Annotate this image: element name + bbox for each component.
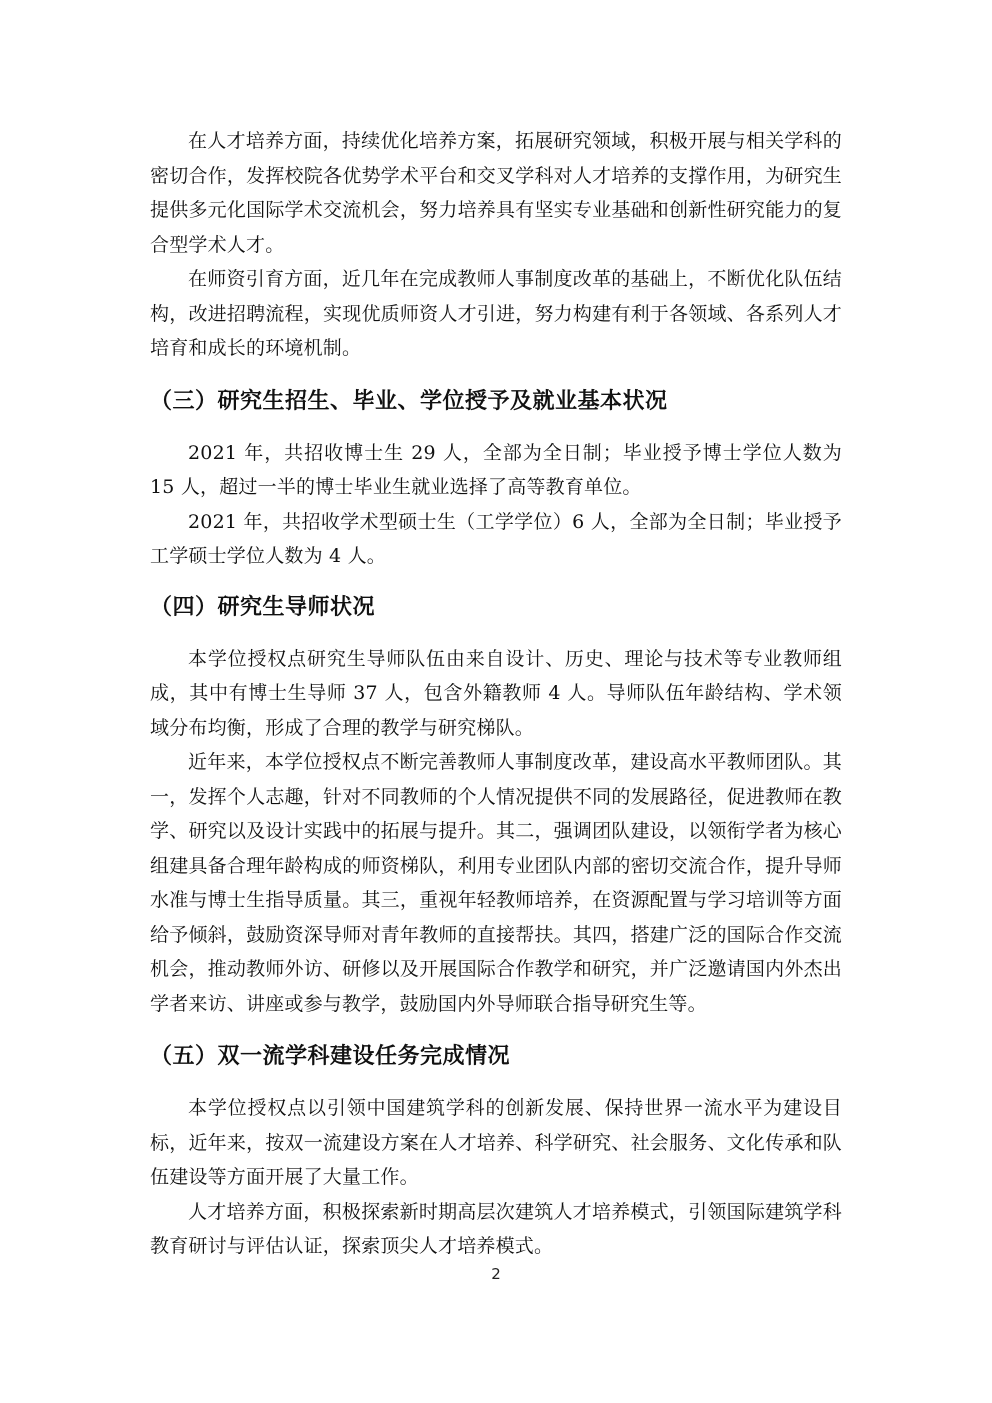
- paragraph-supervisor-team: 本学位授权点研究生导师队伍由来自设计、历史、理论与技术等专业教师组成，其中有博士生导师 37 人，包含外籍教师 4 人。导师队伍年龄结构、学术领域分布均衡，形成了合理的教学与研究梯队。: [150, 647, 842, 739]
- page-number: 2: [491, 1265, 501, 1283]
- section-heading-supervisors: （四）研究生导师状况: [150, 594, 376, 620]
- paragraph-doctoral-enrollment: 2021 年，共招收博士生 29 人，全部为全日制；毕业授予博士学位人数为 15 人，超过一半的博士毕业生就业选择了高等教育单位。: [150, 441, 842, 498]
- section-heading-enrollment: （三）研究生招生、毕业、学位授予及就业基本状况: [150, 388, 668, 414]
- paragraph-construction-goals: 本学位授权点以引领中国建筑学科的创新发展、保持世界一流水平为建设目标，近年来，按双一流建设方案在人才培养、科学研究、社会服务、文化传承和队伍建设等方面开展了大量工作。: [150, 1097, 842, 1188]
- paragraph-master-enrollment: 2021 年，共招收学术型硕士生（工学学位）6 人，全部为全日制；毕业授予工学硕士学位人数为 4 人。: [150, 510, 842, 567]
- document-body: [150, 124, 842, 1264]
- paragraph-faculty-development: 近年来，本学位授权点不断完善教师人事制度改革，建设高水平教师团队。其一，发挥个人志趣，针对不同教师的个人情况提供不同的发展路径，促进教师在教学、研究以及设计实践中的拓展与提升。其二，强调团队建设，以领衔学者为核心组建具备合理年龄构成的师资梯队，利用专业团队内部的密切交流合作，提升导师水准与博士生指导质量。其三，重视年轻教师培养，在资源配置与学习培训等方面给予倾斜，鼓励资深导师对青年教师的直接帮扶。其四，搭建广泛的国际合作交流机会，推动教师外访、研修以及开展国际合作教学和研究，并广泛邀请国内外杰出学者来访、讲座或参与教学，鼓励国内外导师联合指导研究生等。: [150, 751, 842, 1015]
- section-heading-double-first-class: （五）双一流学科建设任务完成情况: [150, 1044, 511, 1069]
- paragraph-talent-training: 在人才培养方面，持续优化培养方案，拓展研究领域，积极开展与相关学科的密切合作，发挥校院各优势学术平台和交叉学科对人才培养的支撑作用，为研究生提供多元化国际学术交流机会，努力培养具有坚实专业基础和创新性研究能力的复合型学术人才。: [150, 130, 842, 256]
- paragraph-talent-model: 人才培养方面，积极探索新时期高层次建筑人才培养模式，引领国际建筑学科教育研讨与评估认证，探索顶尖人才培养模式。: [150, 1200, 842, 1257]
- paragraph-faculty-recruitment: 在师资引育方面，近几年在完成教师人事制度改革的基础上，不断优化队伍结构，改进招聘流程，实现优质师资人才引进，努力构建有利于各领域、各系列人才培育和成长的环境机制。: [150, 268, 842, 359]
